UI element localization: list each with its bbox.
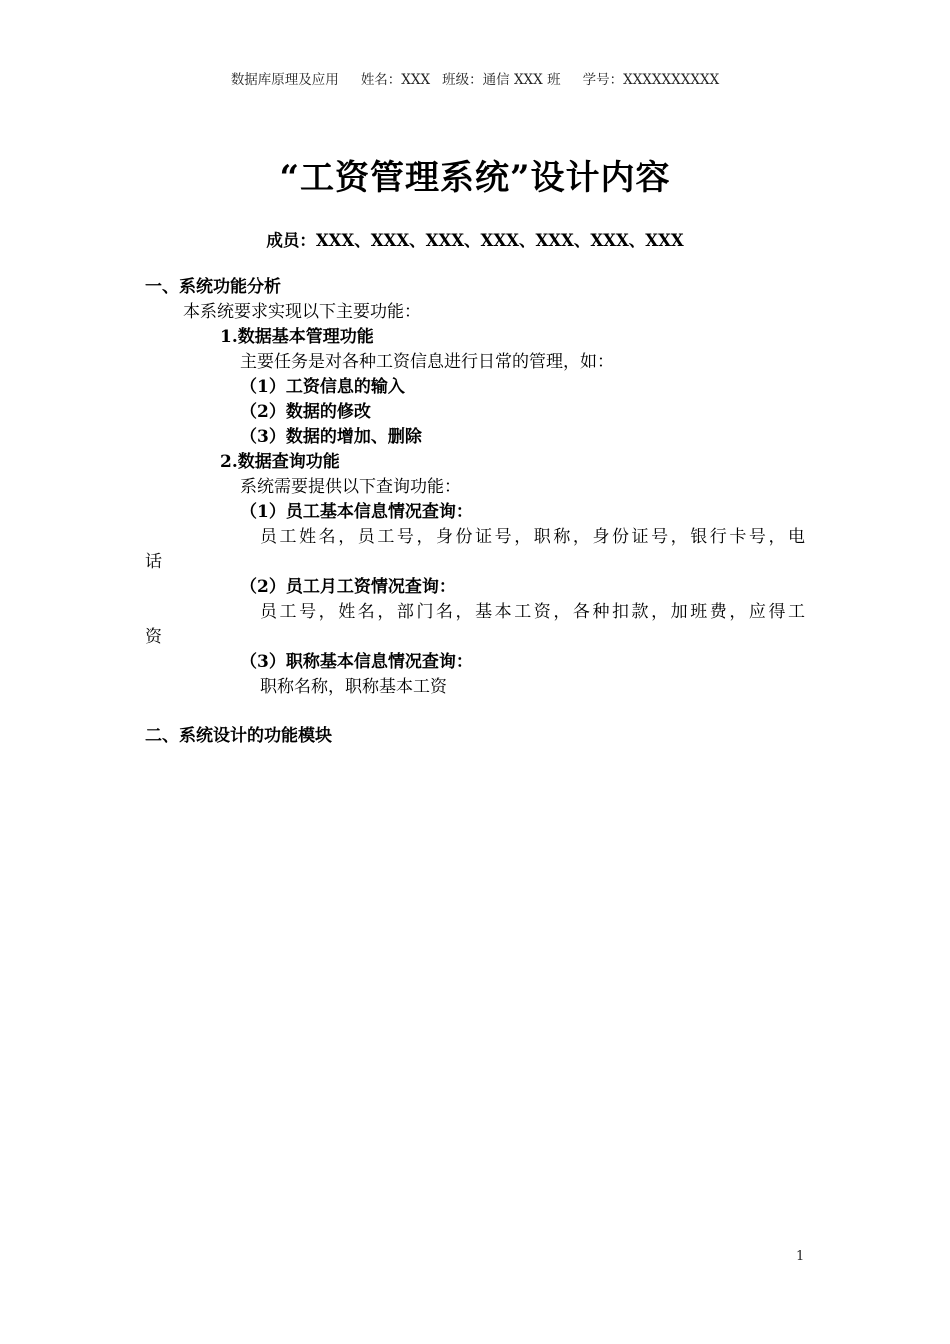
section-1-heading: 一、系统功能分析 bbox=[145, 277, 281, 297]
header-name: 姓名：XXX bbox=[360, 72, 431, 88]
query-1-fields-wrap: 话 bbox=[145, 552, 162, 572]
list-item: （1）工资信息的输入 bbox=[240, 377, 405, 397]
query-1-fields: 员工姓名，员工号，身份证号，职称，身份证号，银行卡号，电 bbox=[260, 527, 805, 547]
header-course: 数据库原理及应用 bbox=[230, 72, 339, 88]
list-item: （2）数据的修改 bbox=[240, 402, 371, 422]
page-header bbox=[0, 68, 950, 88]
members-line: 成员：XXX、XXX、XXX、XXX、XXX、XXX、XXX bbox=[266, 231, 684, 250]
query-3-heading: （3）职称基本信息情况查询： bbox=[240, 652, 473, 672]
query-2-fields: 员工号，姓名，部门名，基本工资，各种扣款，加班费，应得工 bbox=[260, 602, 805, 622]
query-1-heading: （1）员工基本信息情况查询： bbox=[240, 502, 473, 522]
header-class: 班级：通信 XXX 班 bbox=[442, 72, 561, 88]
subsection-2-heading: 2.数据查询功能 bbox=[220, 452, 340, 472]
subsection-1-desc: 主要任务是对各种工资信息进行日常的管理，如： bbox=[240, 352, 614, 372]
query-3-fields: 职称名称，职称基本工资 bbox=[260, 677, 447, 697]
section-1-intro: 本系统要求实现以下主要功能： bbox=[183, 302, 421, 322]
subsection-2-desc: 系统需要提供以下查询功能： bbox=[240, 477, 461, 497]
list-item: （3）数据的增加、删除 bbox=[240, 427, 422, 447]
query-2-heading: （2）员工月工资情况查询： bbox=[240, 577, 456, 597]
subsection-1-heading: 1.数据基本管理功能 bbox=[220, 327, 374, 347]
section-2-heading: 二、系统设计的功能模块 bbox=[145, 726, 332, 746]
document-title: “工资管理系统”设计内容 bbox=[279, 158, 671, 198]
page-number: 1 bbox=[796, 1249, 805, 1264]
query-2-fields-wrap: 资 bbox=[145, 627, 162, 647]
header-student-id: 学号：XXXXXXXXXX bbox=[582, 72, 720, 88]
